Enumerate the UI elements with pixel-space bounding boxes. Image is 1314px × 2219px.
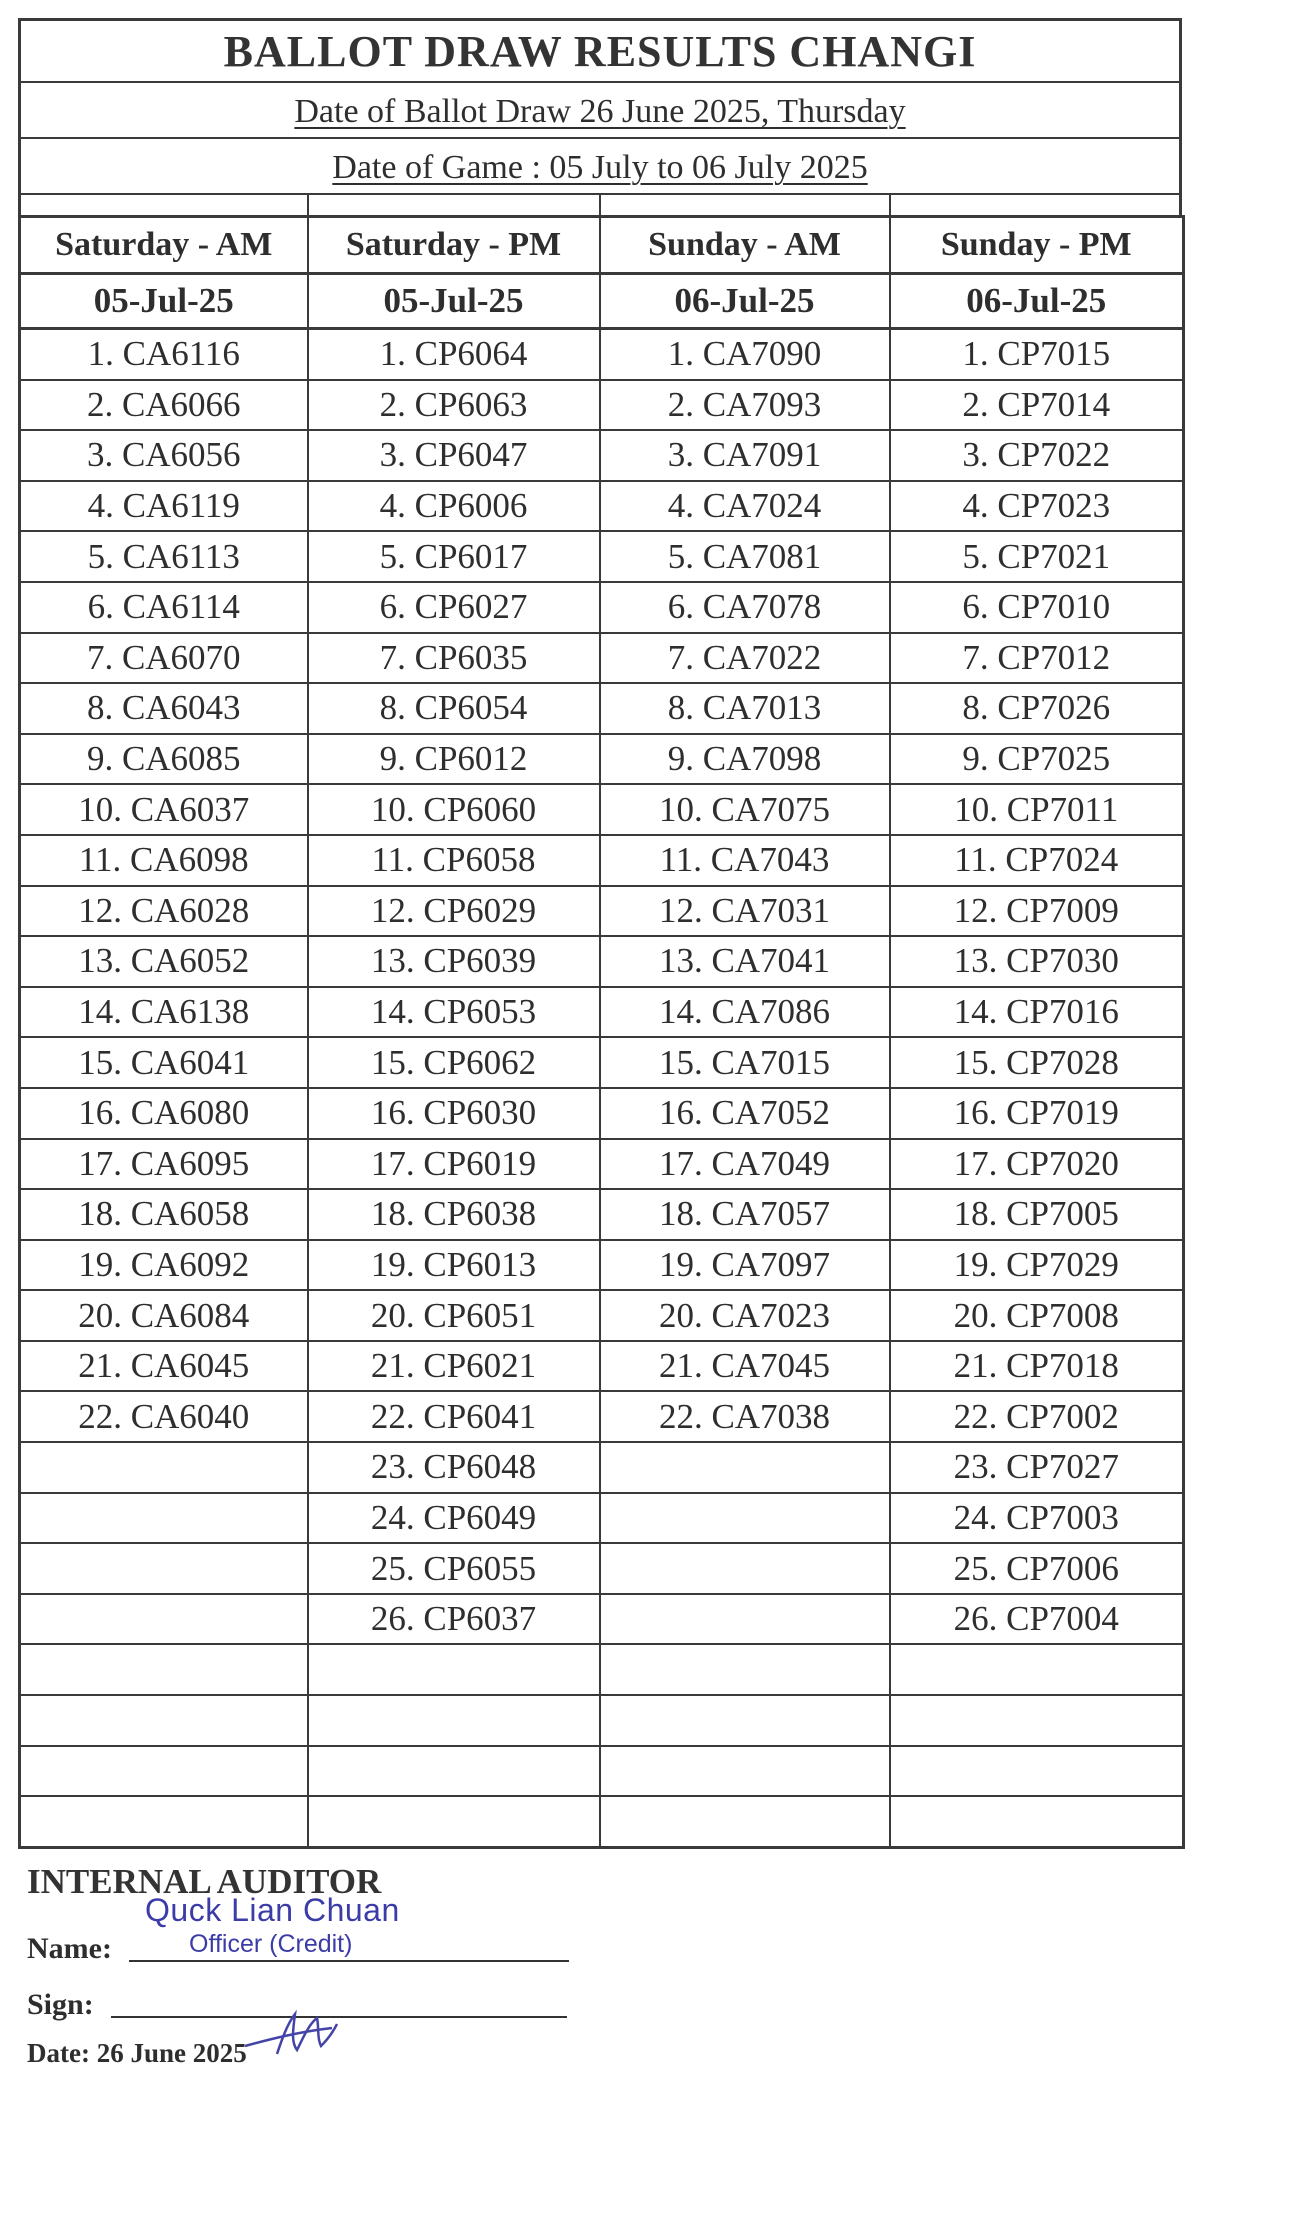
ballot-entry-cell: 6. CP7010 — [890, 582, 1184, 633]
ballot-entry-cell — [890, 1746, 1184, 1797]
ballot-entry-cell: 16. CA6080 — [20, 1088, 308, 1139]
table-row — [20, 734, 1184, 785]
date-header: 06-Jul-25 — [890, 274, 1184, 329]
ballot-entry-cell: 19. CP7029 — [890, 1240, 1184, 1291]
ballot-entry-cell: 17. CP6019 — [308, 1139, 600, 1190]
ballot-entry-cell: 9. CA7098 — [600, 734, 890, 785]
sheet-header — [18, 18, 1182, 215]
ballot-entry-cell: 22. CP7002 — [890, 1391, 1184, 1442]
ballot-entry-cell: 8. CP6054 — [308, 683, 600, 734]
ballot-entry-cell: 18. CA6058 — [20, 1189, 308, 1240]
day-header: Saturday - PM — [308, 217, 600, 274]
ballot-entry-cell: 11. CA6098 — [20, 835, 308, 886]
ballot-entry-cell: 13. CA6052 — [20, 936, 308, 987]
name-row — [27, 1918, 587, 1974]
ballot-entry-cell: 14. CA6138 — [20, 987, 308, 1038]
ballot-entry-cell: 12. CP7009 — [890, 886, 1184, 937]
ballot-entry-cell: 11. CP6058 — [308, 835, 600, 886]
ballot-entry-cell: 10. CP6060 — [308, 784, 600, 835]
ballot-entry-cell: 19. CA7097 — [600, 1240, 890, 1291]
ballot-entry-cell: 19. CP6013 — [308, 1240, 600, 1291]
ballot-entry-cell: 2. CA6066 — [20, 380, 308, 431]
ballot-entry-cell — [308, 1746, 600, 1797]
ballot-entry-cell: 7. CA6070 — [20, 633, 308, 684]
ballot-entry-cell: 15. CP6062 — [308, 1037, 600, 1088]
ballot-entry-cell: 8. CA7013 — [600, 683, 890, 734]
table-row — [20, 1391, 1184, 1442]
ballot-entry-cell: 1. CA7090 — [600, 329, 890, 380]
ballot-entry-cell: 18. CP7005 — [890, 1189, 1184, 1240]
ballot-entry-cell: 9. CP6012 — [308, 734, 600, 785]
ballot-entry-cell: 10. CP7011 — [890, 784, 1184, 835]
ballot-entry-cell: 3. CA6056 — [20, 430, 308, 481]
ballot-entry-cell — [600, 1493, 890, 1544]
stamp-name: Quck Lian Chuan — [145, 1892, 400, 1928]
ballot-entry-cell — [20, 1644, 308, 1695]
ballot-entry-cell: 17. CA7049 — [600, 1139, 890, 1190]
date-header: 05-Jul-25 — [20, 274, 308, 329]
table-row — [20, 1240, 1184, 1291]
ballot-entry-cell — [20, 1493, 308, 1544]
table-row — [20, 582, 1184, 633]
ballot-entry-cell: 19. CA6092 — [20, 1240, 308, 1291]
ballot-entry-cell: 4. CP7023 — [890, 481, 1184, 532]
table-row — [20, 1189, 1184, 1240]
game-date: Date of Game : 05 July to 06 July 2025 — [332, 149, 868, 186]
ballot-results-sheet — [18, 18, 1182, 1849]
ballot-entry-cell — [600, 1543, 890, 1594]
ballot-entry-cell: 14. CA7086 — [600, 987, 890, 1038]
ballot-entry-cell: 5. CA6113 — [20, 531, 308, 582]
ballot-entry-cell: 12. CA7031 — [600, 886, 890, 937]
ballot-entry-cell — [890, 1644, 1184, 1695]
results-table — [18, 215, 1185, 1849]
ballot-entry-cell: 21. CP6021 — [308, 1341, 600, 1392]
date-header-row — [20, 274, 1184, 329]
ballot-entry-cell: 15. CP7028 — [890, 1037, 1184, 1088]
day-header: Sunday - PM — [890, 217, 1184, 274]
ballot-entry-cell — [600, 1695, 890, 1746]
table-row — [20, 633, 1184, 684]
ballot-entry-cell: 15. CA7015 — [600, 1037, 890, 1088]
game-date-row — [21, 139, 1179, 195]
ballot-entry-cell: 10. CA6037 — [20, 784, 308, 835]
table-row — [20, 329, 1184, 380]
sign-label: Sign: — [27, 1988, 94, 2021]
ballot-entry-cell — [600, 1442, 890, 1493]
ballot-entry-cell: 2. CP7014 — [890, 380, 1184, 431]
table-row — [20, 987, 1184, 1038]
ballot-entry-cell — [890, 1796, 1184, 1847]
ballot-entry-cell — [600, 1594, 890, 1645]
ballot-entry-cell: 16. CA7052 — [600, 1088, 890, 1139]
ballot-entry-cell: 3. CP6047 — [308, 430, 600, 481]
ballot-entry-cell: 23. CP6048 — [308, 1442, 600, 1493]
ballot-entry-cell: 13. CA7041 — [600, 936, 890, 987]
ballot-entry-cell: 6. CA7078 — [600, 582, 890, 633]
ballot-entry-cell: 5. CA7081 — [600, 531, 890, 582]
ballot-entry-cell: 4. CA6119 — [20, 481, 308, 532]
ballot-entry-cell: 2. CP6063 — [308, 380, 600, 431]
ballot-entry-cell: 8. CA6043 — [20, 683, 308, 734]
table-row — [20, 1493, 1184, 1544]
ballot-entry-cell: 26. CP7004 — [890, 1594, 1184, 1645]
ballot-date-row — [21, 83, 1179, 139]
ballot-entry-cell: 5. CP7021 — [890, 531, 1184, 582]
ballot-entry-cell: 6. CA6114 — [20, 582, 308, 633]
ballot-date: Date of Ballot Draw 26 June 2025, Thursday — [294, 93, 906, 130]
ballot-entry-cell: 11. CA7043 — [600, 835, 890, 886]
ballot-entry-cell: 1. CP7015 — [890, 329, 1184, 380]
ballot-entry-cell: 24. CP6049 — [308, 1493, 600, 1544]
date-header: 06-Jul-25 — [600, 274, 890, 329]
ballot-entry-cell — [308, 1796, 600, 1847]
ballot-entry-cell: 13. CP7030 — [890, 936, 1184, 987]
table-row — [20, 936, 1184, 987]
ballot-entry-cell: 13. CP6039 — [308, 936, 600, 987]
ballot-entry-cell: 7. CP6035 — [308, 633, 600, 684]
ballot-entry-cell: 18. CA7057 — [600, 1189, 890, 1240]
ballot-entry-cell — [20, 1442, 308, 1493]
ballot-entry-cell — [20, 1543, 308, 1594]
ballot-entry-cell: 1. CA6116 — [20, 329, 308, 380]
ballot-entry-cell: 12. CA6028 — [20, 886, 308, 937]
table-row — [20, 1695, 1184, 1746]
ballot-entry-cell: 6. CP6027 — [308, 582, 600, 633]
table-row — [20, 784, 1184, 835]
ballot-entry-cell: 11. CP7024 — [890, 835, 1184, 886]
table-row — [20, 1341, 1184, 1392]
ballot-entry-cell: 3. CA7091 — [600, 430, 890, 481]
auditor-title: INTERNAL AUDITOR — [27, 1862, 382, 1901]
ballot-entry-cell: 20. CP6051 — [308, 1290, 600, 1341]
ballot-entry-cell: 7. CP7012 — [890, 633, 1184, 684]
day-header: Saturday - AM — [20, 217, 308, 274]
table-row — [20, 481, 1184, 532]
ballot-entry-cell: 14. CP7016 — [890, 987, 1184, 1038]
table-row — [20, 1796, 1184, 1847]
ballot-entry-cell: 17. CP7020 — [890, 1139, 1184, 1190]
ballot-entry-cell: 25. CP7006 — [890, 1543, 1184, 1594]
auditor-block — [27, 1862, 587, 2069]
ballot-entry-cell: 15. CA6041 — [20, 1037, 308, 1088]
ballot-entry-cell — [20, 1746, 308, 1797]
table-row — [20, 683, 1184, 734]
table-row — [20, 1644, 1184, 1695]
ballot-entry-cell — [308, 1695, 600, 1746]
ballot-entry-cell: 25. CP6055 — [308, 1543, 600, 1594]
table-row — [20, 1139, 1184, 1190]
ballot-entry-cell: 16. CP6030 — [308, 1088, 600, 1139]
table-row — [20, 531, 1184, 582]
ballot-entry-cell: 23. CP7027 — [890, 1442, 1184, 1493]
ballot-entry-cell: 26. CP6037 — [308, 1594, 600, 1645]
ballot-entry-cell: 12. CP6029 — [308, 886, 600, 937]
ballot-entry-cell: 9. CA6085 — [20, 734, 308, 785]
ballot-entry-cell — [600, 1644, 890, 1695]
table-row — [20, 1290, 1184, 1341]
ballot-entry-cell: 21. CP7018 — [890, 1341, 1184, 1392]
ballot-entry-cell: 24. CP7003 — [890, 1493, 1184, 1544]
ballot-entry-cell: 9. CP7025 — [890, 734, 1184, 785]
ballot-entry-cell: 1. CP6064 — [308, 329, 600, 380]
header-spacer — [21, 195, 1179, 215]
name-label: Name: — [27, 1932, 112, 1965]
ballot-entry-cell: 10. CA7075 — [600, 784, 890, 835]
ballot-entry-cell — [890, 1695, 1184, 1746]
ballot-entry-cell: 4. CA7024 — [600, 481, 890, 532]
ballot-entry-cell: 3. CP7022 — [890, 430, 1184, 481]
date-header: 05-Jul-25 — [308, 274, 600, 329]
ballot-entry-cell: 20. CP7008 — [890, 1290, 1184, 1341]
table-row — [20, 1442, 1184, 1493]
ballot-entry-cell: 7. CA7022 — [600, 633, 890, 684]
ballot-entry-cell: 18. CP6038 — [308, 1189, 600, 1240]
signature-mark — [237, 2002, 347, 2062]
table-row — [20, 886, 1184, 937]
ballot-entry-cell: 5. CP6017 — [308, 531, 600, 582]
ballot-entry-cell — [600, 1746, 890, 1797]
ballot-entry-cell: 14. CP6053 — [308, 987, 600, 1038]
ballot-entry-cell: 22. CA6040 — [20, 1391, 308, 1442]
ballot-entry-cell: 21. CA6045 — [20, 1341, 308, 1392]
ballot-entry-cell: 20. CA7023 — [600, 1290, 890, 1341]
ballot-entry-cell — [20, 1594, 308, 1645]
day-header-row — [20, 217, 1184, 274]
ballot-entry-cell: 21. CA7045 — [600, 1341, 890, 1392]
table-row — [20, 835, 1184, 886]
ballot-entry-cell — [20, 1796, 308, 1847]
day-header: Sunday - AM — [600, 217, 890, 274]
table-row — [20, 1037, 1184, 1088]
results-body — [20, 329, 1184, 1848]
ballot-entry-cell: 17. CA6095 — [20, 1139, 308, 1190]
table-row — [20, 1746, 1184, 1797]
table-row — [20, 380, 1184, 431]
table-row — [20, 1594, 1184, 1645]
ballot-entry-cell: 22. CA7038 — [600, 1391, 890, 1442]
ballot-entry-cell — [600, 1796, 890, 1847]
ballot-entry-cell: 2. CA7093 — [600, 380, 890, 431]
ballot-entry-cell: 4. CP6006 — [308, 481, 600, 532]
auditor-date: Date: 26 June 2025 — [27, 2038, 247, 2068]
table-row — [20, 430, 1184, 481]
ballot-entry-cell: 20. CA6084 — [20, 1290, 308, 1341]
ballot-entry-cell: 22. CP6041 — [308, 1391, 600, 1442]
table-row — [20, 1543, 1184, 1594]
table-row — [20, 1088, 1184, 1139]
name-line — [129, 1960, 569, 1962]
ballot-entry-cell: 8. CP7026 — [890, 683, 1184, 734]
ballot-entry-cell — [20, 1695, 308, 1746]
page-title: BALLOT DRAW RESULTS CHANGI — [21, 21, 1179, 83]
ballot-entry-cell — [308, 1644, 600, 1695]
stamp-role: Officer (Credit) — [189, 1930, 353, 1958]
ballot-entry-cell: 16. CP7019 — [890, 1088, 1184, 1139]
